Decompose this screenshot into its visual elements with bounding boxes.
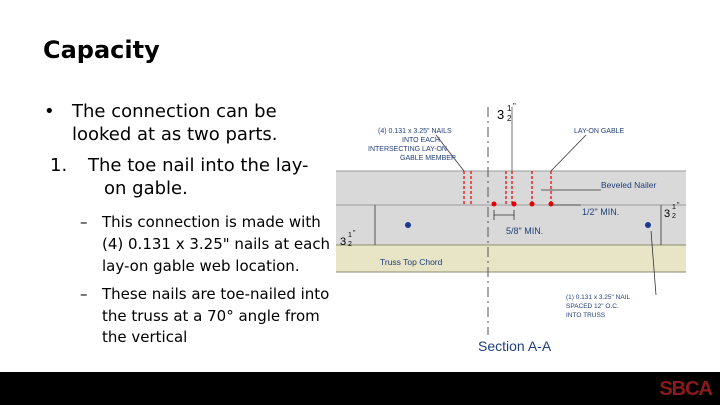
dim-left-whole: 3	[340, 236, 347, 248]
sub-bullet-1-line-3: lay-on gable web location.	[102, 257, 300, 275]
label-half-inch-min: 1/2" MIN.	[582, 207, 620, 217]
note-nails-line-2: INTO EACH	[402, 137, 440, 144]
dim-top-whole: 3	[497, 107, 505, 122]
note-nail2-line-2: SPACED 12" O.C.	[566, 303, 619, 310]
bullet-text-line-1: The connection can be	[72, 101, 277, 122]
note-nails-line-1: (4) 0.131 x 3.25" NAILS	[378, 128, 452, 135]
truss-nail-dot-left	[405, 222, 411, 228]
dim-left-denominator: 2	[348, 241, 352, 248]
bullet-marker: •	[44, 101, 55, 122]
note-nail2-line-1: (1) 0.131 x 3.25" NAIL	[566, 294, 631, 301]
numbered-text-line-1: The toe nail into the lay-	[88, 155, 309, 176]
note-nails-line-3: INTERSECTING LAY-ON	[368, 146, 447, 153]
bullet-text-line-2: looked at as two parts.	[72, 124, 278, 145]
sub-bullet-2-line-1: These nails are toe-nailed into	[102, 285, 330, 303]
sub-bullet-2-line-2: the truss at a 70° angle from	[102, 307, 320, 325]
label-lay-on-gable: LAY-ON GABLE	[574, 128, 625, 135]
numbered-marker: 1.	[50, 155, 68, 176]
section-label: Section A-A	[478, 338, 552, 354]
footer-bar	[0, 372, 720, 405]
sub-bullet-2-dash: –	[80, 285, 88, 303]
sbca-logo: SBCA	[659, 378, 712, 400]
note-nail2-line-3: INTO TRUSS	[566, 312, 606, 319]
dim-right-whole: 3	[664, 208, 671, 220]
dim-top-denominator: 2	[507, 114, 512, 123]
dim-right-denominator: 2	[672, 213, 676, 220]
sub-bullet-1-line-2: (4) 0.131 x 3.25" nails at each	[102, 235, 331, 253]
sub-bullet-1-dash: –	[80, 213, 88, 231]
dim-left-numerator: 1	[348, 232, 352, 239]
numbered-text-line-2: on gable.	[104, 178, 188, 199]
slide-title: Capacity	[43, 36, 160, 64]
dim-top-mark: "	[513, 102, 516, 111]
dim-left-mark: "	[353, 230, 356, 237]
note-nails-line-4: GABLE MEMBER	[400, 155, 457, 162]
section-diagram	[336, 95, 686, 360]
dim-right-numerator: 1	[672, 204, 676, 211]
dim-top-numerator: 1	[507, 104, 512, 113]
truss-nail-dot-right	[645, 222, 651, 228]
sub-bullet-2-line-3: the vertical	[102, 328, 188, 346]
label-beveled-nailer: Beveled Nailer	[601, 180, 657, 190]
label-truss-top-chord: Truss Top Chord	[380, 257, 443, 267]
dim-right-mark: "	[677, 202, 680, 209]
label-five-eighths-min: 5/8" MIN.	[506, 226, 544, 236]
sub-bullet-1-line-1: This connection is made with	[102, 213, 321, 231]
